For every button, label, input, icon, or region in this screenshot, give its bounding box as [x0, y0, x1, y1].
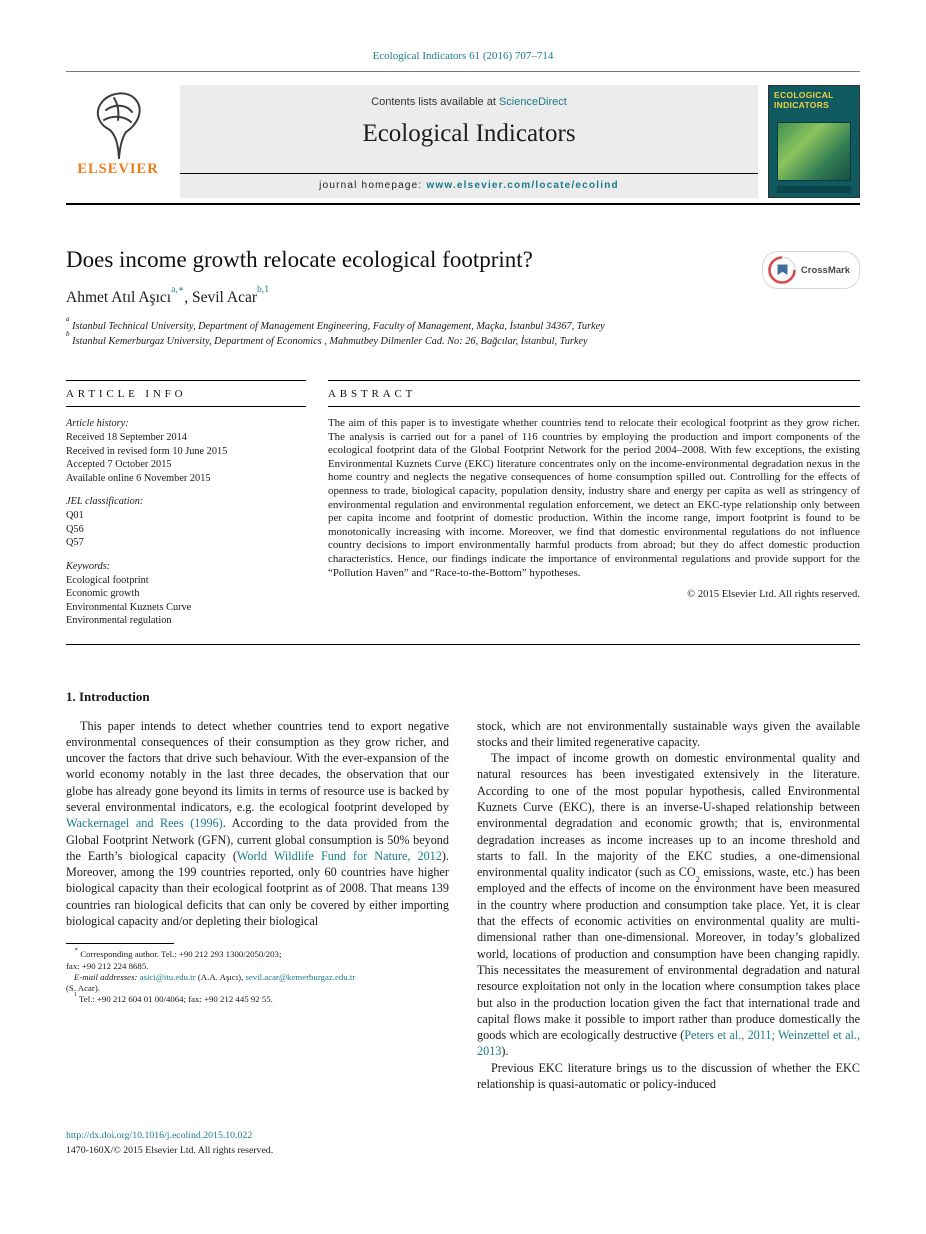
footnote-line: fax: +90 212 224 8685.: [66, 960, 149, 971]
doi-link[interactable]: http://dx.doi.org/10.1016/j.ecolind.2015.10.022: [66, 1130, 253, 1141]
journal-cover-thumbnail: [768, 85, 860, 198]
issn-copyright: 1470-160X/© 2015 Elsevier Ltd. All rights reserved.: [66, 1144, 274, 1156]
intro-right-paragraphs: [477, 718, 860, 1093]
crossmark-badge[interactable]: [762, 251, 860, 289]
elsevier-logo: [66, 85, 170, 198]
journal-citation-link[interactable]: Ecological Indicators 61 (2016) 707–714: [372, 50, 554, 62]
journal-title: Ecological Indicators: [362, 120, 576, 147]
body-column-left: [66, 689, 449, 1093]
abstract-text: The aim of this paper is to investigate whether countries tend to relocate their ecological footprint as they grow richer. The analysis is carried out for a panel of 116 countries by employing the production and import components of the ecological footprint data of the Global Footprint Network for the period 2004–2008. With few exceptions, the existing Environmental Kuznets Curve (EKC) literature concentrates only on the income-environmental degradation nexus in the home country and neglects the negative consequences of home consumption spilled out. Controlling for the effects of openness to trade, biological capacity, population density, industry share and energy per capita as well as stringency of environmental regulation and environmental regulation enforcement, we detect an EKC-type relationship only between per capita income and footprint of domestic production. Within the income range, import footprint is found to be monotonically increasing with income. Moreover, we find that domestic environmental regulations do not influence country decisions to import environmentally harmful products from abroad; but they do affect domestic production characteristics. Hence, our findings indicate the importance of environmental regulations and provide support for the “Pollution Haven” and “Race-to-the-Bottom” hypotheses.: [328, 417, 860, 579]
bottom-imprint: [66, 1129, 273, 1158]
keyword: Environmental Kuznets Curve: [66, 601, 192, 613]
contents-line: [371, 96, 567, 108]
inline-link[interactable]: asici@itu.edu.tr: [139, 971, 196, 982]
keyword: Economic growth: [66, 588, 140, 599]
elsevier-wordmark: ELSEVIER: [77, 161, 159, 177]
homepage-url-link[interactable]: www.elsevier.com/locate/ecolind: [426, 180, 619, 191]
crossmark-label: CrossMark: [800, 264, 850, 276]
introduction-section: [66, 689, 860, 1093]
section-heading: 1. Introduction: [66, 688, 150, 704]
history-entry: Accepted 7 October 2015: [66, 459, 172, 470]
body-column-right: [477, 689, 860, 1093]
history-entry: Available online 6 November 2015: [66, 472, 211, 484]
elsevier-tree-icon: [86, 86, 150, 160]
rule: [328, 406, 860, 407]
homepage-label: journal homepage:: [319, 180, 427, 191]
keywords-list: [66, 574, 306, 628]
footnote-line: ∗ Corresponding author. Tel.: +90 212 293 1300/2050/203;: [74, 946, 282, 960]
jel-list: [66, 509, 306, 550]
jel-code: Q57: [66, 537, 84, 548]
header-top-rule: [66, 71, 860, 72]
contents-line-text: Contents lists available at: [371, 96, 499, 108]
journal-header: [66, 85, 860, 198]
article-info-heading: ARTICLE INFO: [66, 388, 187, 400]
article-info-column: [66, 380, 306, 628]
inline-link[interactable]: Wackernagel and Rees (1996): [66, 816, 223, 831]
abstract-heading: ABSTRACT: [328, 388, 417, 400]
footnote-lines: [66, 946, 449, 1005]
journal-homepage-bar: [180, 173, 758, 198]
journal-banner: [180, 85, 758, 198]
abstract-column: [328, 380, 860, 628]
footnote-rule: [66, 943, 174, 944]
abstract-copyright: © 2015 Elsevier Ltd. All rights reserved.: [687, 589, 860, 601]
jel-label: JEL classification:: [66, 496, 144, 507]
author-line: Ahmet Atıl Aşıcı$^{a,∗}$, Sevil Acar$^{b,1}$: [66, 283, 269, 306]
cover-title: ECOLOGICAL INDICATORS: [774, 90, 834, 110]
jel-code: Q01: [66, 510, 84, 521]
footnote-line: (S. Acar).: [66, 982, 100, 993]
inline-link[interactable]: Peters et al., 2011; Weinzettel et al., 2013: [477, 1028, 860, 1059]
paragraph: The impact of income growth on domestic environmental quality and natural resources has been investigated extensively in the literature. According to one of the most popular hypothesis, called Environmental Kuznets Curve (EKC), there is an inverse-U-shaped relationship between environmental degradation and economic growth; that is, environmental degradation increases as income increases up to an income threshold and starts to fall. In the majority of the EKC studies, a one-dimensional environmental quality indicator (such as $CO_2$ emissions, waste, etc.) has been employed and the effects of income on the environment have been measured in the country where production and consumption take place. Yet, it is clear that the effects of economic activities on environmental quality are multi-dimensional rather than one-dimensional. Moreover, in today’s globalized world, locations of production and consumption have been changing rapidly. This necessitates the measurement of environmental degradation and natural resource exploitation not only in the location where consumption takes place but also in the production location given the fact that international trade and capital flows make it possible to import rather than produce domestically the goods which are ecologically destructive (Peters et al., 2011; Weinzettel et al., 2013).: [477, 751, 861, 1059]
article-history-list: [66, 431, 306, 485]
article-title: Does income growth relocate ecological footprint?: [66, 247, 533, 272]
keyword: Ecological footprint: [66, 574, 149, 586]
history-entry: Received in revised form 10 June 2015: [66, 445, 228, 457]
crossmark-icon: [768, 256, 796, 284]
paragraph: This paper intends to detect whether countries tend to export negative environmental consequences of their consumption as they grow richer, and uncover the factors that drive such behaviour. With the ever-expansion of the world economy notably in the last three decades, the observation that our globe has already gone beyond its limits in terms of resource use is backed by several environmental indicators, e.g. the ecological footprint developed by Wackernagel and Rees (1996). According to the data provided from the Global Footprint Network (GFN), current global consumption is 50% beyond the Earth’s biological capacity (World Wildlife Fund for Nature, 2012). Moreover, among the 199 countries reported, only 60 countries have higher biological capacity than their ecological footprint as of 2008. That means 139 countries ran biological deficits that can only be covered by either importing biological capacity and/or depleting their biological: [66, 718, 449, 929]
paragraph: Previous EKC literature brings us to the discussion of whether the EKC relationship is quasi-automatic or policy-induced: [477, 1060, 860, 1092]
affiliations: [66, 315, 860, 349]
cover-image: [777, 122, 851, 181]
info-abstract-block: [66, 380, 860, 645]
keyword: Environmental regulation: [66, 615, 172, 626]
cover-footer-strip: [777, 186, 851, 193]
intro-left-paragraphs: [66, 718, 449, 930]
inline-link[interactable]: World Wildlife Fund for Nature, 2012: [236, 848, 442, 863]
rule: [66, 406, 306, 407]
footnote-line: E-mail addresses: asici@itu.edu.tr (A.A. Aşıcı), sevil.acar@kemerburgaz.edu.tr: [74, 971, 356, 982]
article-history-label: Article history:: [66, 418, 129, 429]
paragraph: stock, which are not environmentally sustainable ways given the available stocks and their limited regenerative capacity.: [477, 718, 860, 749]
header-bottom-rule: [66, 203, 860, 205]
history-entry: Received 18 September 2014: [66, 432, 187, 443]
title-block: [66, 247, 860, 349]
affiliation: $^a$ Istanbul Technical University, Department of Management Engineering, Faculty of Management, Maçka, İstanbul 34367, Turkey: [66, 315, 605, 332]
affiliation: $^b$ Istanbul Kemerburgaz University, Department of Economics , Mahmutbey Dilmenler Cad. No: 26, Bağcılar, İstanbul, Turkey: [66, 329, 588, 347]
keywords-label: Keywords:: [66, 560, 111, 572]
inline-link[interactable]: sevil.acar@kemerburgaz.edu.tr: [245, 971, 356, 982]
sciencedirect-link[interactable]: ScienceDirect: [498, 96, 567, 108]
footnote-line: $^1$ Tel.: +90 212 604 01 00/4064; fax: +90 212 445 92 55.: [74, 991, 273, 1005]
jel-code: Q56: [66, 523, 84, 535]
footnotes: [66, 943, 449, 1005]
